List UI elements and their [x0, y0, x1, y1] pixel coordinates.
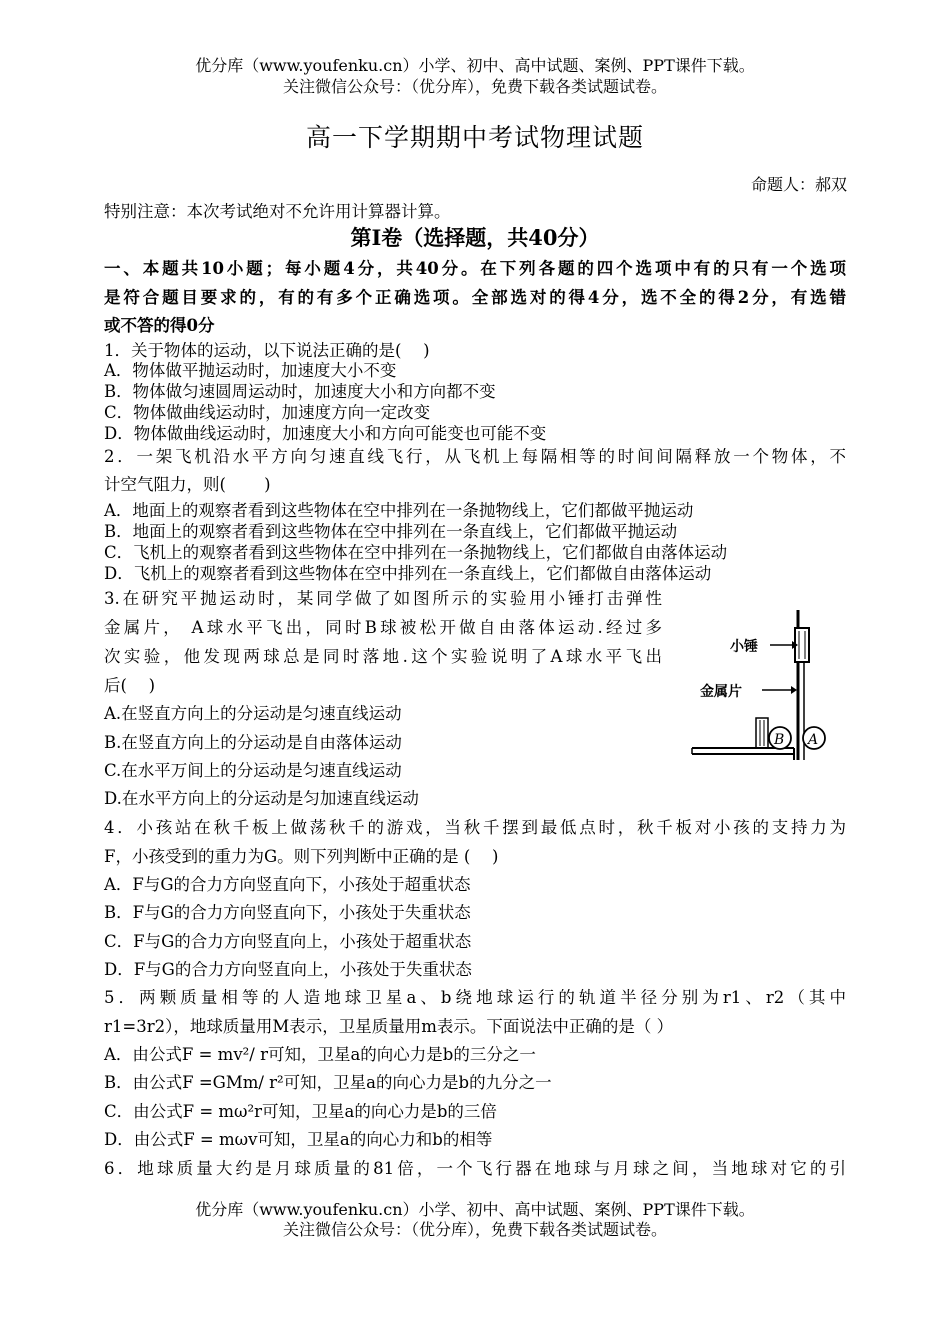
option: C.在水平万间上的分运动是匀速直线运动: [104, 761, 402, 780]
instruction-line: 一、本题共10小题；每小题4分，共40分。在下列各题的四个选项中有的只有一个选项: [104, 259, 846, 278]
question-stem: 6．地球质量大约是月球质量的81倍，一个飞行器在地球与月球之间，当地球对它的引: [104, 1159, 846, 1178]
option: A.在竖直方向上的分运动是匀速直线运动: [104, 704, 402, 723]
instruction-line: 或不答的得0分: [104, 316, 215, 335]
option: D．物体做曲线运动时，加速度大小和方向可能变也可能不变: [104, 424, 547, 443]
option: A．F与G的合力方向竖直向下，小孩处于超重状态: [104, 875, 471, 894]
question-stem: 次实验，他发现两球总是同时落地.这个实验说明了A球水平飞出: [104, 647, 662, 666]
option: A．由公式F = mv²/ r可知，卫星a的向心力是b的三分之一: [104, 1045, 536, 1064]
question-stem: 3.在研究平抛运动时，某同学做了如图所示的实验用小锤打击弹性: [104, 589, 662, 608]
header-line-1: 优分库（www.youfenku.cn）小学、初中、高中试题、案例、PPT课件下载。: [195, 56, 755, 75]
footer-line-1: 优分库（www.youfenku.cn）小学、初中、高中试题、案例、PPT课件下载。: [195, 1200, 755, 1219]
header-line-2: 关注微信公众号：（优分库），免费下载各类试题试卷。: [282, 77, 667, 96]
author: 命题人：郝双: [750, 175, 847, 194]
question-stem: 计空气阻力，则( ): [104, 475, 271, 494]
notice-text: 特别注意：本次考试绝对不允许用计算器计算。: [104, 202, 451, 221]
ball-b-label: B: [774, 732, 785, 748]
notice: [104, 198, 846, 222]
option: D.在水平方向上的分运动是匀加速直线运动: [104, 789, 419, 808]
option: C．飞机上的观察者看到这些物体在空中排列在一条抛物线上，它们都做自由落体运动: [104, 543, 728, 562]
option: B．F与G的合力方向竖直向下，小孩处于失重状态: [104, 903, 471, 922]
page-title: 高一下学期期中考试物理试题: [305, 123, 644, 152]
option: C．由公式F = mω²r可知，卫星a的向心力是b的三倍: [104, 1102, 497, 1121]
question-stem: F，小孩受到的重力为G。则下列判断中正确的是 ( ): [104, 847, 499, 866]
plate-label: 金属片: [700, 684, 742, 700]
section-title: 第Ⅰ卷（选择题，共40分）: [350, 225, 600, 250]
question-stem: 1．关于物体的运动，以下说法正确的是( ): [104, 341, 430, 360]
hammer-label: 小锤: [730, 639, 758, 655]
footer-line-2: 关注微信公众号：（优分库），免费下载各类试题试卷。: [282, 1220, 667, 1239]
question-stem: 2．一架飞机沿水平方向匀速直线飞行，从飞机上每隔相等的时间间隔释放一个物体，不: [104, 447, 846, 466]
option: D．F与G的合力方向竖直向上，小孩处于失重状态: [104, 960, 472, 979]
instruction-line: 是符合题目要求的，有的有多个正确选项。全部选对的得4分，选不全的得2分，有选错: [104, 288, 846, 307]
option: A．地面上的观察者看到这些物体在空中排列在一条抛物线上，它们都做平抛运动: [104, 501, 694, 520]
option: D．飞机上的观察者看到这些物体在空中排列在一条直线上，它们都做自由落体运动: [104, 564, 712, 583]
option: A．物体做平抛运动时，加速度大小不变: [104, 361, 397, 380]
question-stem: 5．两颗质量相等的人造地球卫星a、b绕地球运行的轨道半径分别为r1、r2（其中: [104, 988, 846, 1007]
option: C．F与G的合力方向竖直向上，小孩处于超重状态: [104, 932, 472, 951]
question-stem: 后( ): [104, 676, 156, 695]
experiment-figure: [688, 605, 848, 765]
option: C．物体做曲线运动时，加速度方向一定改变: [104, 403, 431, 422]
option: B.在竖直方向上的分运动是自由落体运动: [104, 733, 402, 752]
option: B．物体做匀速圆周运动时，加速度大小和方向都不变: [104, 382, 496, 401]
option: B．地面上的观察者看到这些物体在空中排列在一条直线上，它们都做平抛运动: [104, 522, 678, 541]
option: D．由公式F = mωv可知，卫星a的向心力和b的相等: [104, 1130, 493, 1149]
ball-a-label: A: [808, 732, 819, 748]
question-stem: 4．小孩站在秋千板上做荡秋千的游戏，当秋千摆到最低点时，秋千板对小孩的支持力为: [104, 818, 846, 837]
option: B．由公式F =GMm/ r²可知，卫星a的向心力是b的九分之一: [104, 1073, 552, 1092]
question-stem: 金属片， A球水平飞出，同时B球被松开做自由落体运动.经过多: [104, 618, 662, 637]
question-stem: r1=3r2），地球质量用M表示，卫星质量用m表示。下面说法中正确的是（ ）: [104, 1017, 674, 1036]
